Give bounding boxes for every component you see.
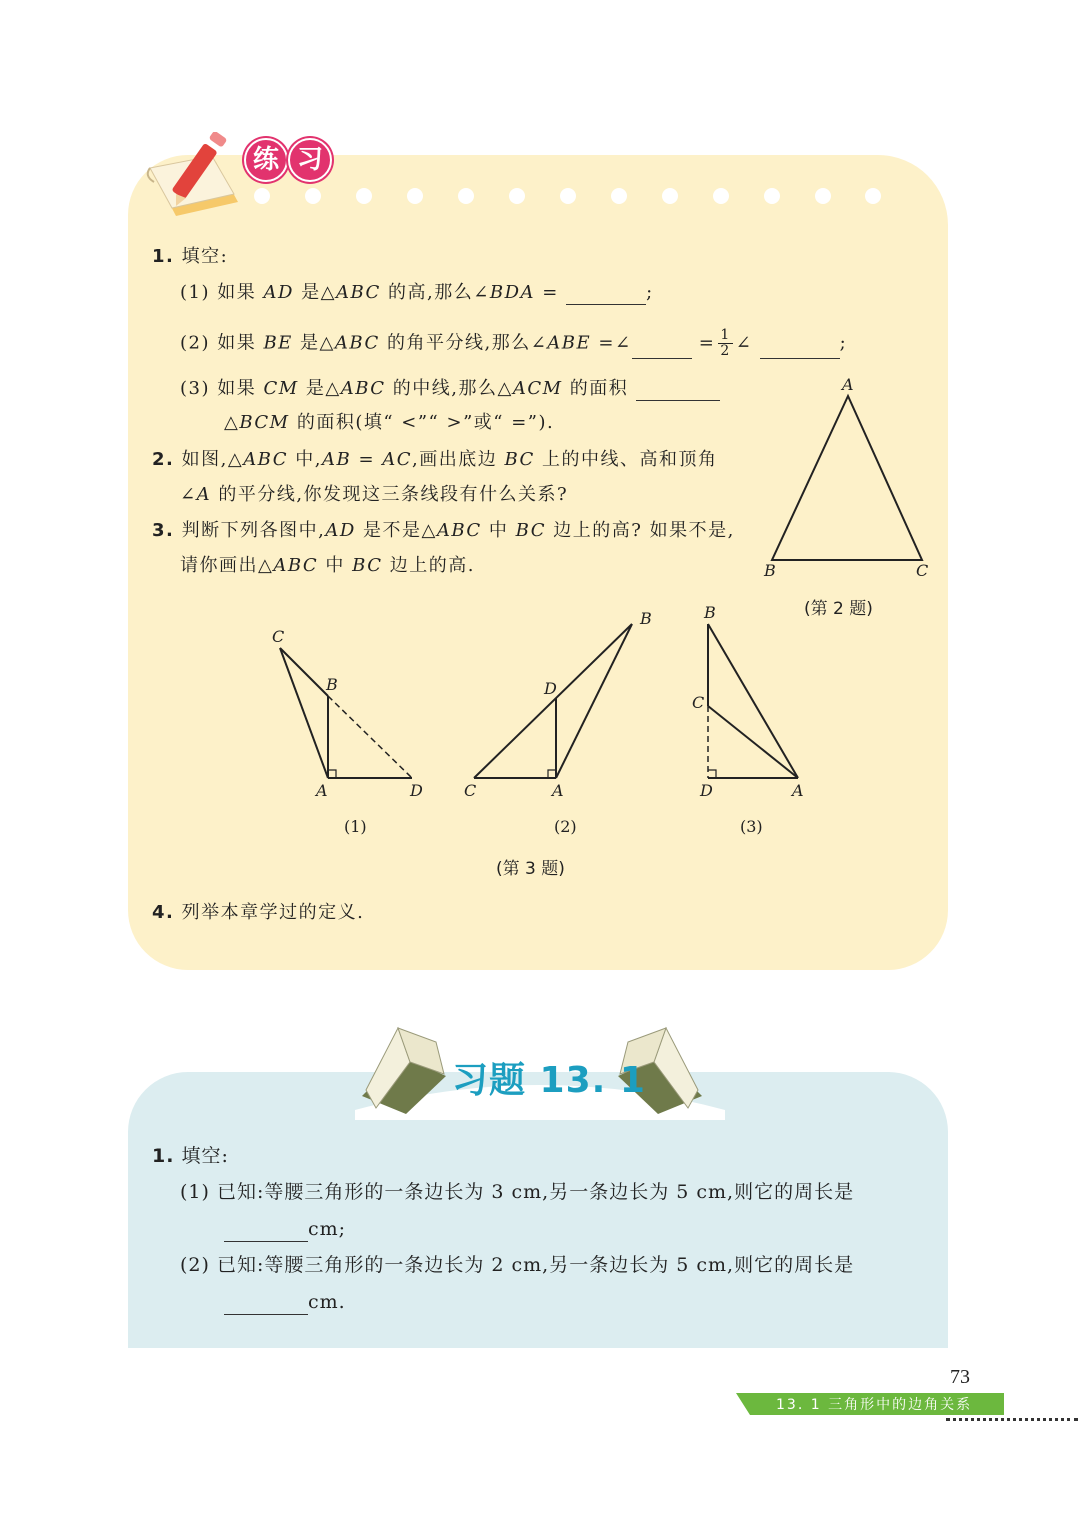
practice-q1-3: (3) 如果 CM 是△ABC 的中线,那么△ACM 的面积 xyxy=(180,377,720,401)
exercise-q1-1b: cm; xyxy=(224,1216,346,1242)
practice-badge-2: 习 xyxy=(288,138,332,182)
answer-blank[interactable] xyxy=(632,340,692,359)
practice-q2b: ∠A 的平分线,你发现这三条线段有什么关系? xyxy=(180,484,569,505)
svg-text:C: C xyxy=(692,693,705,712)
svg-text:D: D xyxy=(410,781,423,800)
practice-q1: 1. 填空: xyxy=(152,246,229,267)
svg-text:D: D xyxy=(544,679,557,698)
open-book-icon xyxy=(358,1018,450,1114)
svg-text:A: A xyxy=(552,781,564,800)
figure-q3-triangles xyxy=(260,600,840,840)
answer-blank[interactable] xyxy=(566,286,646,305)
svg-text:(3): (3) xyxy=(740,817,763,836)
svg-text:C: C xyxy=(464,781,477,800)
practice-q1-2: (2) 如果 BE 是△ABC 的角平分线,那么∠ABE =∠ = $\frac{1}{2}$ ∠ ; xyxy=(180,327,848,359)
svg-text:B: B xyxy=(326,675,338,694)
svg-text:D: D xyxy=(700,781,713,800)
exercise-q1: 1. 填空: xyxy=(152,1145,229,1167)
vertex-label: C xyxy=(916,561,929,580)
practice-q4: 4. 列举本章学过的定义. xyxy=(152,902,365,923)
answer-blank[interactable] xyxy=(224,1223,308,1242)
vertex-label: A xyxy=(842,375,854,394)
exercise-q1-1: (1) 已知:等腰三角形的一条边长为 3 cm,另一条边长为 5 cm,则它的周长是 xyxy=(180,1181,855,1203)
svg-text:(1): (1) xyxy=(344,817,367,836)
exercise-q1-2b: cm. xyxy=(224,1289,346,1315)
practice-q3b: 请你画出△ABC 中 BC 边上的高. xyxy=(180,555,475,576)
practice-q1-1: (1) 如果 AD 是△ABC 的高,那么∠BDA = ; xyxy=(180,282,654,303)
figure-q3-2 xyxy=(464,609,652,836)
practice-q3: 3. 判断下列各图中,AD 是不是△ABC 中 BC 边上的高? 如果不是, xyxy=(152,520,735,541)
answer-blank[interactable] xyxy=(224,1296,308,1315)
practice-badge-1: 练 xyxy=(244,138,288,182)
exercise-q1-2: (2) 已知:等腰三角形的一条边长为 2 cm,另一条边长为 5 cm,则它的周长是 xyxy=(180,1254,855,1276)
svg-text:A: A xyxy=(792,781,804,800)
answer-blank[interactable] xyxy=(760,340,840,359)
svg-text:B: B xyxy=(640,609,652,628)
vertex-label: B xyxy=(764,561,776,580)
figure-q3-caption: (第 3 题) xyxy=(496,859,565,879)
footer-dotted-line xyxy=(946,1418,1078,1421)
figure-q2-caption: (第 2 题) xyxy=(804,599,873,619)
footer-section-title: 13. 1 三角形中的边角关系 xyxy=(776,1397,973,1413)
pencil-paper-icon xyxy=(146,132,256,222)
answer-blank[interactable] xyxy=(636,382,720,401)
svg-text:A: A xyxy=(316,781,328,800)
practice-q1-3b: △BCM 的面积(填“ <”“ >”或“ =”). xyxy=(224,412,555,433)
page-number: 73 xyxy=(950,1366,970,1388)
svg-text:C: C xyxy=(272,627,285,646)
practice-q2: 2. 如图,△ABC 中,AB = AC,画出底边 BC 上的中线、高和顶角 xyxy=(152,449,718,470)
figure-q3-3 xyxy=(692,603,804,836)
fraction-half: $\frac{1}{2}$ xyxy=(720,327,731,359)
svg-text:(2): (2) xyxy=(554,817,577,836)
exercise-title: 习题 13. 1 xyxy=(452,1060,646,1101)
figure-q2-triangle xyxy=(760,370,940,585)
svg-text:B: B xyxy=(704,603,716,622)
figure-q3-1 xyxy=(272,627,423,836)
